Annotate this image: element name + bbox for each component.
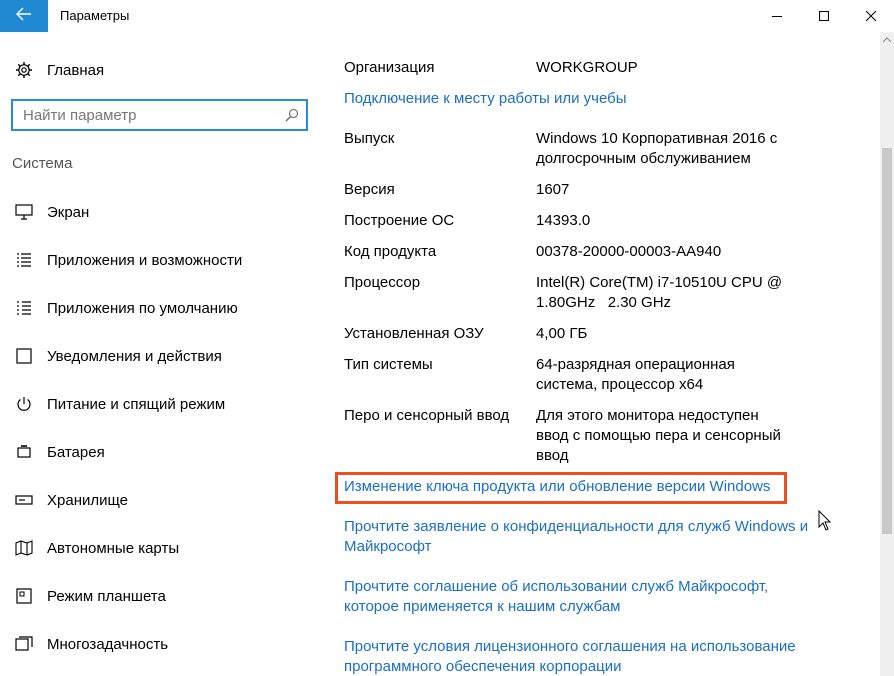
sidebar-item-display[interactable] [0, 188, 320, 236]
search-input[interactable] [13, 101, 278, 129]
gear-icon [14, 60, 34, 80]
scroll-up-arrow-icon[interactable] [880, 32, 894, 48]
close-icon [866, 11, 876, 21]
sidebar-home-label: Главная [47, 61, 105, 79]
sidebar-item-apps[interactable] [0, 236, 320, 284]
mouse-pointer-icon [818, 510, 832, 537]
scrollbar[interactable] [880, 32, 894, 676]
license-terms-link[interactable]: Прочтите условия лицензионного соглашения на использование программного обеспечения корпорации [344, 638, 796, 675]
storage-icon [14, 490, 34, 510]
monitor-icon [14, 202, 34, 222]
spec-value: 1607 [536, 181, 570, 198]
spec-value: Для этого монитора недоступен ввод с помощью пера и сенсорный ввод [536, 407, 781, 464]
sidebar-item-battery[interactable] [0, 428, 320, 476]
search-box[interactable] [11, 99, 308, 131]
sidebar-item-tablet-mode[interactable] [0, 572, 320, 620]
spec-label: Перо и сенсорный ввод [344, 407, 510, 424]
privacy-statement-link[interactable]: Прочтите заявление о конфиденциальности для служб Windows и Майкрософт [344, 518, 809, 555]
spec-label: Версия [344, 181, 395, 198]
spec-label: Тип системы [344, 356, 433, 373]
tablet-icon [14, 586, 34, 606]
spec-value: Intel(R) Core(TM) i7-10510U CPU @ 1.80GHz 2.30 GHz [536, 274, 787, 311]
sidebar-item-storage[interactable] [0, 476, 320, 524]
sidebar-nav [0, 188, 320, 668]
sidebar-item-label: Многозадачность [47, 635, 169, 653]
sidebar-item-offline-maps[interactable] [0, 524, 320, 572]
sidebar-group-label: Система [12, 155, 73, 172]
spec-label: Организация [344, 59, 435, 76]
close-button[interactable] [848, 0, 894, 32]
sidebar-item-label: Автономные карты [47, 539, 180, 557]
spec-value: Windows 10 Корпоративная 2016 с долгосрочным обслуживанием [536, 130, 778, 167]
highlight-box [335, 472, 787, 504]
spec-label: Процессор [344, 274, 421, 291]
sidebar-item-label: Хранилище [47, 491, 128, 509]
about-panel [320, 32, 880, 676]
notification-icon [14, 346, 34, 366]
sidebar-home[interactable] [14, 58, 104, 82]
spec-label: Построение ОС [344, 212, 455, 229]
spec-value: 00378-20000-00003-AA940 [536, 243, 722, 260]
scrollbar-thumb[interactable] [882, 148, 892, 534]
minimize-icon [772, 11, 782, 21]
map-icon [14, 538, 34, 558]
maximize-icon [819, 11, 829, 21]
connect-work-school-link[interactable]: Подключение к месту работы или учебы [344, 90, 627, 107]
sidebar-item-label: Приложения по умолчанию [47, 299, 238, 317]
battery-icon [14, 442, 34, 462]
change-product-key-link[interactable]: Изменение ключа продукта или обновление версии Windows [344, 478, 771, 495]
sidebar-item-label: Уведомления и действия [47, 347, 222, 365]
sidebar-item-multitasking[interactable] [0, 620, 320, 668]
sidebar-item-power[interactable] [0, 380, 320, 428]
sidebar-item-label: Режим планшета [47, 587, 166, 605]
sidebar-item-label: Питание и спящий режим [47, 395, 226, 413]
default-apps-icon [14, 298, 34, 318]
sidebar [0, 32, 320, 676]
sidebar-item-notifications[interactable] [0, 332, 320, 380]
window-title: Параметры [60, 8, 130, 23]
spec-label: Установленная ОЗУ [344, 325, 484, 342]
spec-label: Код продукта [344, 243, 437, 260]
sidebar-item-label: Батарея [47, 443, 105, 461]
spec-value: 4,00 ГБ [536, 325, 588, 342]
apps-list-icon [14, 250, 34, 270]
spec-value: 64-разрядная операционная система, процессор x64 [536, 356, 735, 393]
services-agreement-link[interactable]: Прочтите соглашение об использовании служб Майкрософт, которое применяется к нашим службам [344, 578, 769, 615]
spec-label: Выпуск [344, 130, 395, 147]
back-button[interactable] [0, 0, 48, 32]
maximize-button[interactable] [801, 0, 847, 32]
title-bar [0, 0, 894, 32]
arrow-left-icon [16, 7, 32, 26]
power-icon [14, 394, 34, 414]
sidebar-item-label: Приложения и возможности [47, 251, 243, 269]
spec-value: WORKGROUP [536, 59, 638, 76]
sidebar-item-default-apps[interactable] [0, 284, 320, 332]
search-icon[interactable] [278, 108, 306, 122]
sidebar-item-label: Экран [47, 203, 90, 221]
multitask-icon [14, 634, 34, 654]
minimize-button[interactable] [754, 0, 800, 32]
spec-value: 14393.0 [536, 212, 591, 229]
